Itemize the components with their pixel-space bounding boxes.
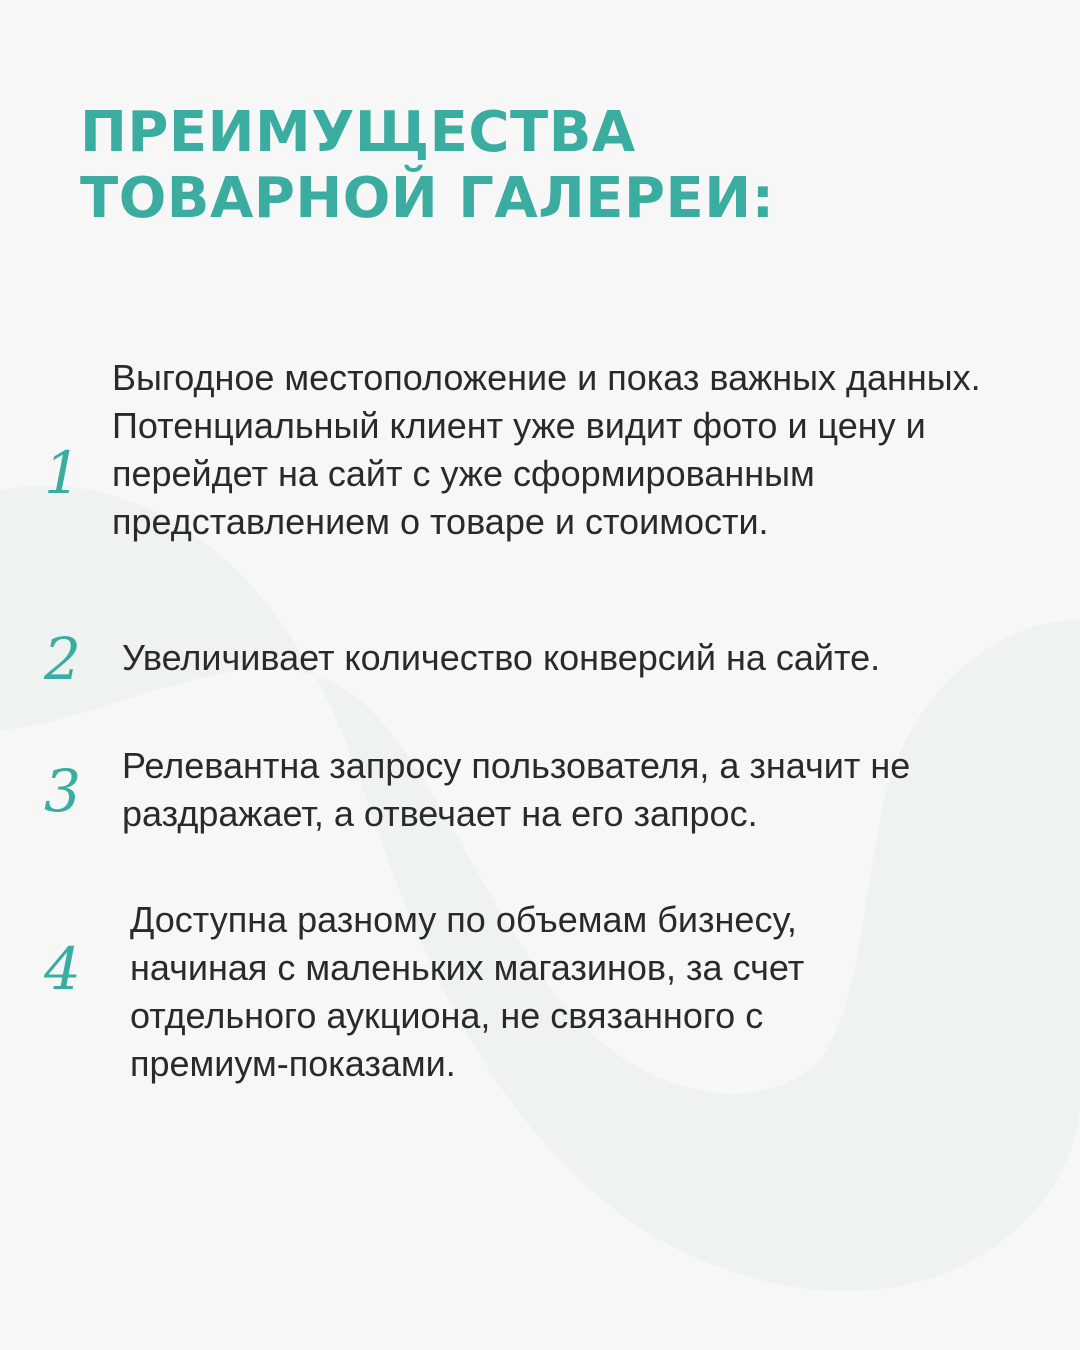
item-text-4: Доступна разному по объемам бизнесу, начиная с маленьких магазинов, за счет отдельного аукциона, не связанного с премиум-показами.	[130, 899, 805, 1084]
item-text-3: Релевантна запросу пользователя, а значит не раздражает, а отвечает на его запрос.	[122, 745, 911, 834]
item-number-2: 2	[44, 625, 81, 693]
page-title	[80, 100, 775, 232]
title-line-1: ПРЕИМУЩЕСТВА	[80, 100, 636, 165]
item-text-2: Увеличивает количество конверсий на сайте.	[122, 637, 881, 678]
item-number-3: 3	[44, 757, 81, 825]
item-text-1: Выгодное местоположение и показ важных данных. Потенциальный клиент уже видит фото и цену и перейдет на сайт с уже сформированным представлением о товаре и стоимости.	[112, 357, 981, 542]
item-number-1: 1	[44, 439, 81, 507]
title-line-2: ТОВАРНОЙ ГАЛЕРЕИ:	[80, 166, 775, 231]
item-number-4: 4	[44, 935, 81, 1003]
